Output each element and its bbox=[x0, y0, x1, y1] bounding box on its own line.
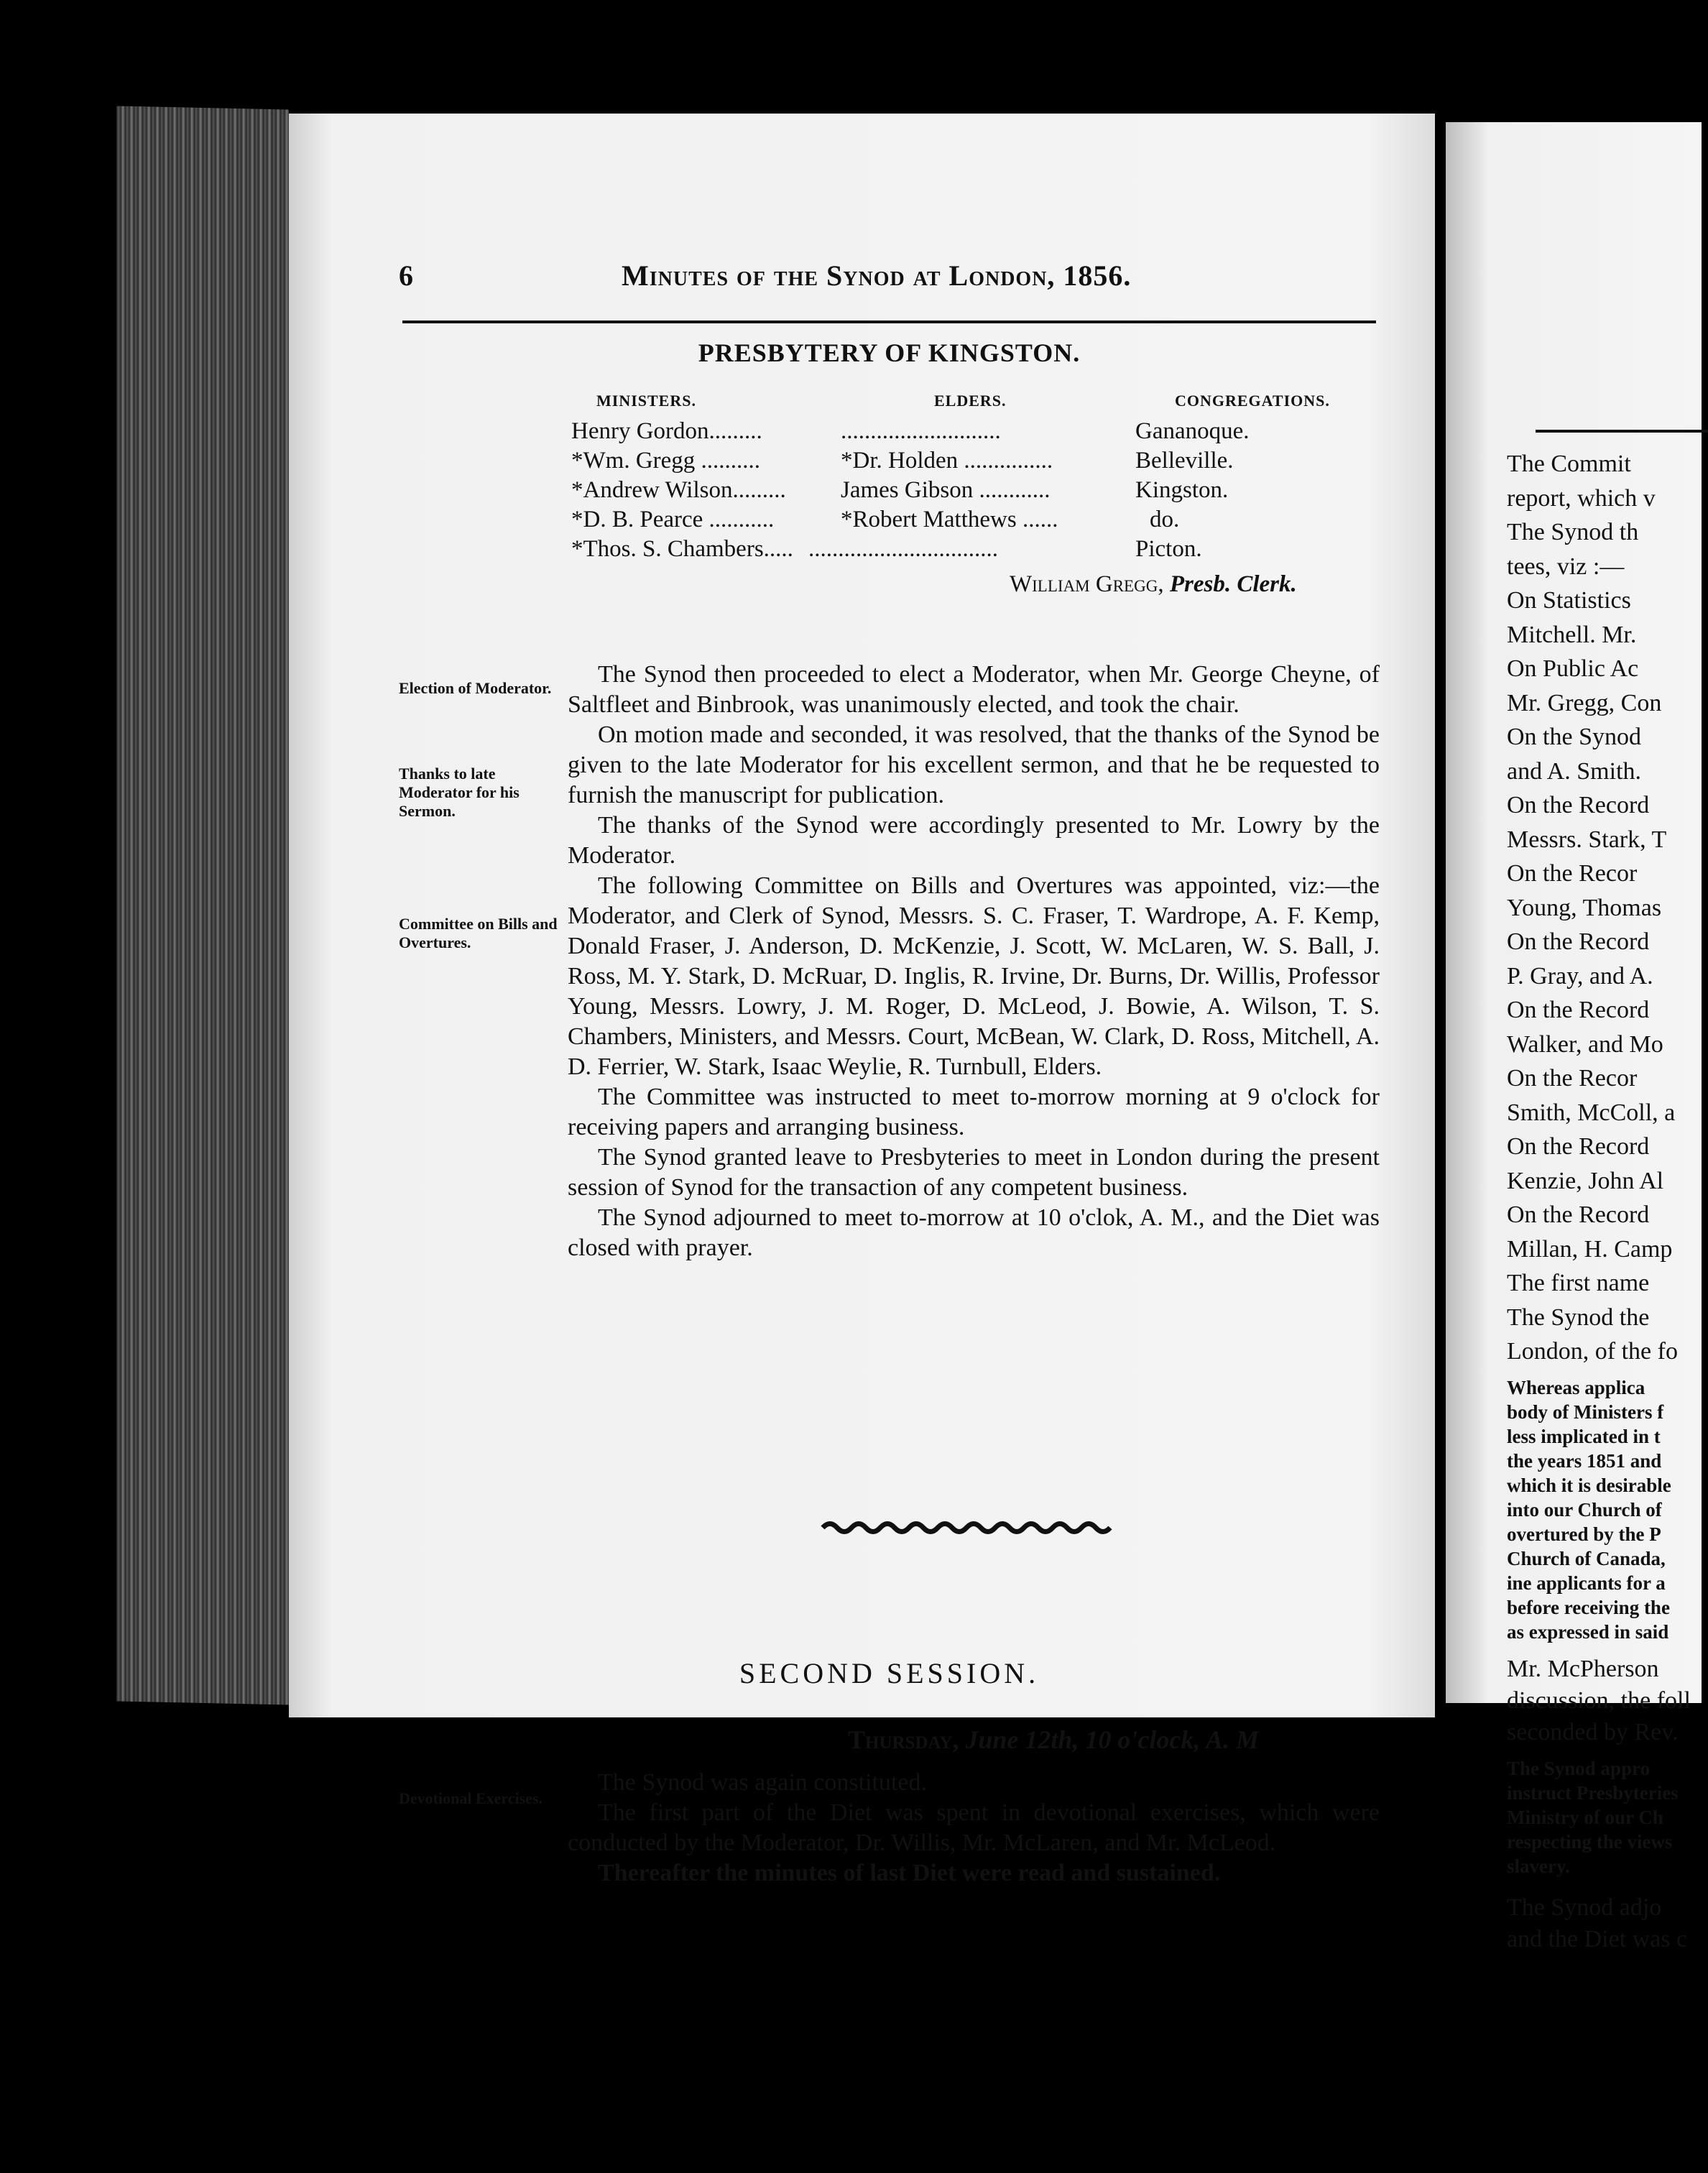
right-page-line: and the Diet was c bbox=[1507, 1925, 1688, 1952]
minister: *Thos. S. Chambers..... bbox=[571, 536, 793, 562]
right-page-rule bbox=[1536, 430, 1708, 433]
congregation: Gananoque. bbox=[1135, 418, 1250, 444]
presbytery-clerk bbox=[1010, 571, 1297, 598]
second-session-title: SECOND SESSION. bbox=[739, 1657, 1040, 1689]
right-page-line: as expressed in said bbox=[1507, 1620, 1669, 1643]
right-page-line: Mr. Gregg, Con bbox=[1507, 689, 1662, 716]
page-header bbox=[399, 259, 1376, 302]
minister: Henry Gordon......... bbox=[571, 418, 762, 444]
right-page-line: The Synod th bbox=[1507, 519, 1639, 545]
right-page-line: slavery. bbox=[1507, 1855, 1570, 1877]
minister: *D. B. Pearce ........... bbox=[571, 507, 775, 532]
paragraph-committee-meet: The Committee was instructed to meet to-morrow morning at 9 o'clock for receiving papers and arranging business. bbox=[568, 1084, 1380, 1140]
paragraph-thanks: On motion made and seconded, it was resolved, that the thanks of the Synod be given to the late Moderator for his excellent sermon, and that he be requested to furnish the manuscript for publication. bbox=[568, 721, 1380, 808]
margin-note-election: Election of Moderator. bbox=[399, 679, 552, 697]
right-page-line: On the Recor bbox=[1507, 860, 1638, 887]
paragraph-constituted: The Synod was again constituted. bbox=[598, 1769, 927, 1796]
paragraph-thanks-presented: The thanks of the Synod were accordingly presented to Mr. Lowry by the Moderator. bbox=[568, 812, 1380, 869]
right-page-line: The Synod appro bbox=[1507, 1757, 1651, 1779]
clerk-role: Presb. Clerk. bbox=[1169, 571, 1297, 597]
paragraph-devotional: The first part of the Diet was spent in devotional exercises, which were conducted by the Moderator, Dr. Willis, Mr. McLaren, and Mr. McLeod. bbox=[568, 1799, 1380, 1856]
minister: *Andrew Wilson......... bbox=[571, 477, 786, 503]
section-divider-ornament bbox=[823, 1520, 1110, 1536]
page-number: 6 bbox=[399, 259, 413, 292]
right-page-line: overtured by the P bbox=[1507, 1523, 1661, 1545]
right-page-line: discussion, the foll bbox=[1507, 1687, 1691, 1714]
right-page-line: tees, viz :— bbox=[1507, 553, 1625, 580]
right-page-line: Whereas applica bbox=[1507, 1376, 1645, 1398]
paragraph-minutes-sustained: Thereafter the minutes of last Diet were read and sustained. bbox=[598, 1860, 1221, 1886]
margin-note-thanks: Thanks to late Moderator for his Sermon. bbox=[399, 765, 520, 820]
right-page-line: On Statistics bbox=[1507, 587, 1631, 614]
paragraph-adjourned: The Synod adjourned to meet to-morrow at 10 o'clok, A. M., and the Diet was closed with prayer. bbox=[568, 1204, 1380, 1261]
running-title: Minutes of the Synod at London, 1856. bbox=[622, 259, 1132, 292]
right-page-line: On the Record bbox=[1507, 997, 1650, 1023]
right-page-line: less implicated in t bbox=[1507, 1425, 1661, 1447]
right-page-line: London, of the fo bbox=[1507, 1338, 1678, 1365]
right-page-line: and A. Smith. bbox=[1507, 757, 1642, 785]
right-page-line: Ministry of our Ch bbox=[1507, 1806, 1663, 1828]
right-page-line: The Commit bbox=[1507, 451, 1631, 477]
paragraph-election: The Synod then proceeded to elect a Moderator, when Mr. George Cheyne, of Saltfleet and Binbrook, was unanimously elected, and took the chair. bbox=[568, 661, 1380, 718]
congregation: Kingston. bbox=[1135, 477, 1229, 503]
roster-row bbox=[571, 477, 1376, 507]
right-page-line: Messrs. Stark, T bbox=[1507, 826, 1667, 853]
col-congregations: CONGREGATIONS. bbox=[1175, 392, 1330, 410]
elder: James Gibson ............ bbox=[841, 477, 1051, 503]
right-page-line: P. Gray, and A. bbox=[1507, 962, 1653, 989]
session-day: Thursday, bbox=[848, 1725, 959, 1754]
roster-row bbox=[571, 536, 1376, 566]
right-page-line: seconded by Rev. bbox=[1507, 1718, 1679, 1745]
right-page-line: Walker, and Mo bbox=[1507, 1030, 1663, 1058]
right-page-line: Smith, McColl, a bbox=[1507, 1099, 1676, 1126]
book-spine bbox=[116, 106, 289, 1704]
paragraph-committee: The following Committee on Bills and Overtures was appointed, viz:—the Moderator, and Clerk of Synod, Messrs. S. C. Fraser, T. Wardrope, A. F. Kemp, Donald Fraser, J. Anderson, D. McKenzie, J. Scott, W. McLaren, W. S. Ball, J. Ross, M. Y. Stark, D. McRuar, D. Inglis, R. Irvine, Dr. Burns, Dr. Willis, Professor Young, Messrs. Lowry, J. M. Roger, D. McLeod, J. Bowie, A. Wilson, T. S. Chambers, Ministers, and Messrs. Court, McBean, W. Clark, D. Ross, Mitchell, A. D. Ferrier, W. Stark, Isaac Weylie, R. Turnbull, Elders. bbox=[568, 872, 1380, 1080]
right-page-line: before receiving the bbox=[1507, 1596, 1670, 1618]
elder: *Robert Matthews ...... bbox=[841, 507, 1058, 532]
session-time: 10 o'clock, A. M bbox=[1085, 1725, 1260, 1754]
right-page-line: On the Record bbox=[1507, 1133, 1650, 1160]
minutes-body bbox=[568, 660, 1380, 1263]
elder: ................................ bbox=[808, 536, 998, 562]
right-page-line: Mr. McPherson bbox=[1507, 1655, 1659, 1682]
session-date: June 12th, bbox=[965, 1725, 1079, 1754]
roster-row bbox=[571, 448, 1376, 477]
col-ministers: MINISTERS. bbox=[596, 392, 696, 410]
congregation: Picton. bbox=[1135, 536, 1202, 562]
paragraph-presbyteries-leave: The Synod granted leave to Presbyteries to meet in London during the present session of Synod for the transaction of any competent business. bbox=[568, 1144, 1380, 1201]
col-elders: ELDERS. bbox=[934, 392, 1007, 410]
right-page-line: ine applicants for a bbox=[1507, 1572, 1666, 1594]
presbytery-roster bbox=[571, 418, 1376, 566]
right-page-line: instruct Presbyteries bbox=[1507, 1781, 1679, 1804]
right-page-line: body of Ministers f bbox=[1507, 1401, 1664, 1423]
right-page-line: Mitchell. Mr. bbox=[1507, 621, 1637, 648]
second-session-body bbox=[568, 1768, 1380, 1888]
roster-row bbox=[571, 418, 1376, 448]
congregation: Belleville. bbox=[1135, 448, 1234, 474]
right-page-line: respecting the views bbox=[1507, 1830, 1673, 1853]
right-page-line: into our Church of bbox=[1507, 1498, 1662, 1521]
congregation: do. bbox=[1150, 507, 1180, 532]
right-page-line: The Synod adjo bbox=[1507, 1893, 1662, 1921]
roster-row bbox=[571, 507, 1376, 536]
right-page-line: Church of Canada, bbox=[1507, 1547, 1666, 1569]
header-rule bbox=[402, 320, 1376, 323]
right-page-line: which it is desirable bbox=[1507, 1474, 1671, 1496]
right-page-line: On the Synod bbox=[1507, 724, 1641, 750]
session-dateline bbox=[848, 1725, 1259, 1755]
right-page-line: Young, Thomas bbox=[1507, 894, 1662, 921]
minister: *Wm. Gregg .......... bbox=[571, 448, 761, 474]
right-page bbox=[1446, 122, 1702, 1952]
right-page-line: the years 1851 and bbox=[1507, 1449, 1662, 1472]
clerk-name: William Gregg, bbox=[1010, 571, 1164, 597]
right-page-line: On the Record bbox=[1507, 792, 1650, 818]
right-page-line: Millan, H. Camp bbox=[1507, 1235, 1673, 1263]
margin-note-committee: Committee on Bills and Overtures. bbox=[399, 915, 558, 951]
elder: *Dr. Holden ............... bbox=[841, 448, 1053, 474]
right-page-line: The first name bbox=[1507, 1270, 1650, 1296]
elder: ........................... bbox=[841, 418, 1001, 444]
right-page-line: On the Record bbox=[1507, 928, 1650, 955]
right-page-line: The Synod the bbox=[1507, 1304, 1650, 1331]
margin-note-devotional: Devotional Exercises. bbox=[399, 1789, 543, 1807]
right-page-line: On Public Ac bbox=[1507, 655, 1639, 682]
right-page-line: On the Recor bbox=[1507, 1065, 1638, 1092]
right-page-line: On the Record bbox=[1507, 1201, 1650, 1228]
right-page-line: Kenzie, John Al bbox=[1507, 1167, 1664, 1194]
right-page-line: report, which v bbox=[1507, 484, 1656, 512]
presbytery-title: PRESBYTERY OF KINGSTON. bbox=[698, 338, 1081, 367]
